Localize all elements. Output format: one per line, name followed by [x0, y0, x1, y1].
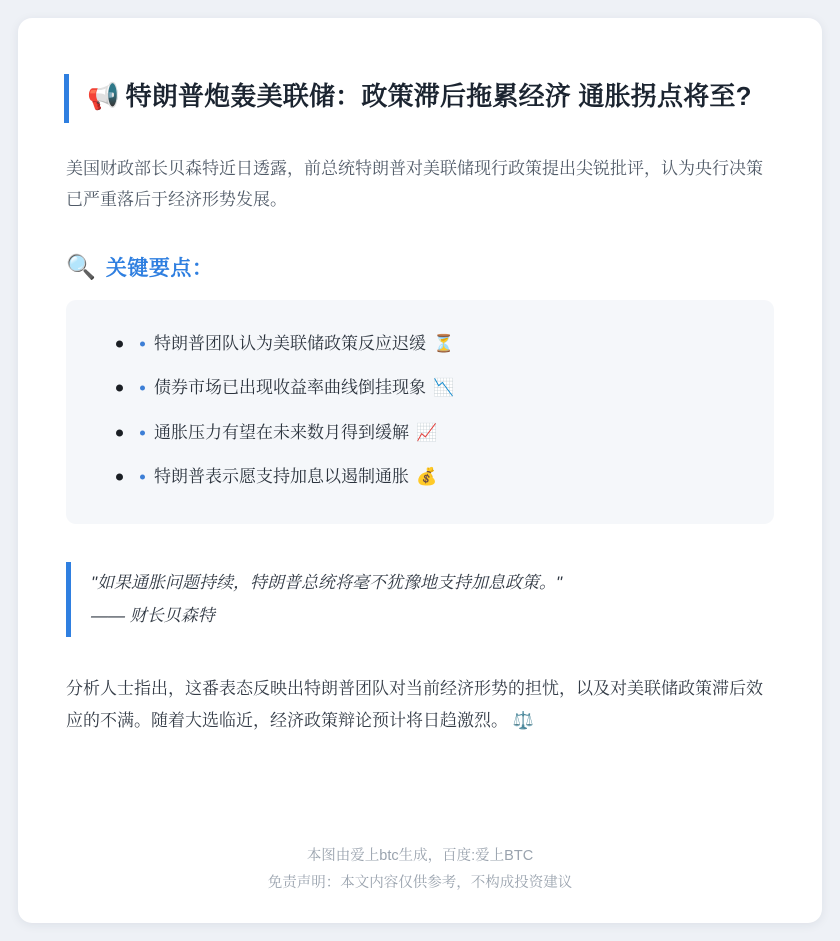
list-item-text: 特朗普团队认为美联储政策反应迟缓 — [154, 333, 426, 353]
magnifier-icon: 🔍 — [66, 252, 96, 281]
footer-attribution: 本图由爱上btc生成，百度:爱上BTC — [306, 848, 534, 865]
bullet-outer-icon — [116, 385, 123, 392]
pull-quote — [66, 562, 774, 638]
key-points-heading — [66, 252, 774, 282]
balance-scale-icon: ⚖️ — [512, 711, 534, 732]
megaphone-icon: 📢 — [87, 82, 120, 112]
bullet-inner-icon — [140, 341, 145, 346]
title-row — [87, 78, 776, 117]
lead-paragraph: 美国财政部长贝森特近日透露，前总统特朗普对美联储现行政策提出尖锐批评，认为央行决策已严重落后于经济形势发展。 — [66, 158, 763, 210]
bullet-inner-icon — [140, 430, 145, 435]
article-card — [18, 18, 822, 923]
list-item — [92, 366, 748, 411]
footer — [64, 817, 776, 897]
closing-paragraph — [66, 673, 774, 738]
key-points-list — [92, 322, 748, 500]
chart-decreasing-icon: 📉 — [433, 378, 455, 399]
hourglass-icon: ⏳ — [433, 333, 455, 354]
page-title — [64, 74, 776, 123]
bullet-outer-icon — [116, 340, 123, 347]
quote-text: "如果通胀问题持续，特朗普总统将毫不犹豫地支持加息政策。" — [91, 572, 563, 592]
quote-author: —— 财长贝森特 — [91, 606, 215, 626]
list-item-text: 特朗普表示愿支持加息以遏制通胀 — [154, 467, 409, 487]
key-points-heading-label: 关键要点： — [105, 256, 214, 280]
list-item — [92, 455, 748, 500]
key-points-box — [66, 300, 774, 524]
closing-paragraph-text: 分析人士指出，这番表态反映出特朗普团队对当前经济形势的担忧，以及对美联储政策滞后效应的不满。随着大选临近，经济政策辩论预计将日趋激烈。 — [66, 679, 763, 731]
money-bag-icon: 💰 — [416, 467, 438, 488]
list-item — [92, 411, 748, 456]
chart-increasing-icon: 📈 — [416, 422, 438, 443]
list-item-text: 债券市场已出现收益率曲线倒挂现象 — [154, 378, 426, 398]
list-item-text: 通胀压力有望在未来数月得到缓解 — [154, 422, 409, 442]
list-item — [92, 322, 748, 367]
bullet-outer-icon — [116, 474, 123, 481]
bullet-outer-icon — [116, 429, 123, 436]
footer-disclaimer: 免责声明：本文内容仅供参考，不构成投资建议 — [267, 875, 573, 892]
bullet-inner-icon — [140, 475, 145, 480]
page-title-text: 特朗普炮轰美联储：政策滞后拖累经济 通胀拐点将至? — [125, 81, 752, 111]
bullet-inner-icon — [140, 386, 145, 391]
